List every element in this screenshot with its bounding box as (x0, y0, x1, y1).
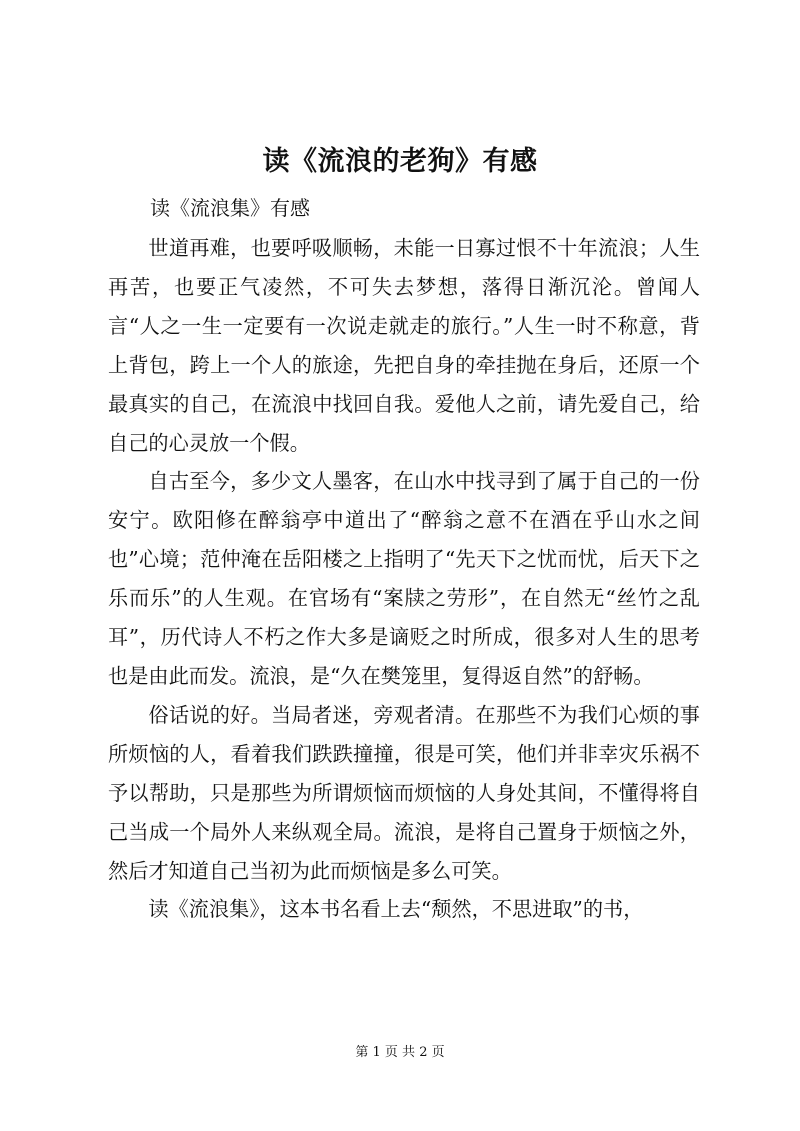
document-title: 读《流浪的老狗》有感 (262, 146, 538, 177)
paragraph-2: 自古至今，多少文人墨客，在山水中找寻到了属于自己的一份安宁。欧阳修在醉翁亭中道出了“醉翁之意不在酒在乎山水之间也”心境；范仲淹在岳阳楼之上指明了“先天下之忧而忧，后天下之乐而乐”的人生观。在官场有“案牍之劳形”，在自然无“丝竹之乱耳”，历代诗人不朽之作大多是谪贬之时所成，很多对人生的思考也是由此而发。流浪，是“久在樊笼里，复得返自然”的舒畅。 (108, 469, 700, 688)
paragraph-3: 俗话说的好。当局者迷，旁观者清。在那些不为我们心烦的事所烦恼的人，看着我们跌跌撞撞，很是可笑，他们并非幸灾乐祸不予以帮助，只是那些为所谓烦恼而烦恼的人身处其间，不懂得将自己当成一个局外人来纵观全局。流浪，是将自己置身于烦恼之外，然后才知道自己当初为此而烦恼是多么可笑。 (108, 702, 700, 883)
paragraph-4: 读《流浪集》，这本书名看上去“颓然，不思进取”的书， (148, 897, 644, 922)
document-body (108, 229, 700, 929)
page-footer: 第 1 页 共 2 页 (355, 1045, 445, 1060)
paragraph-1: 世道再难，也要呼吸顺畅，未能一日寡过恨不十年流浪；人生再苦，也要正气凌然，不可失去梦想，落得日渐沉沦。曾闻人言“人之一生一定要有一次说走就走的旅行。”人生一时不称意，背上背包，跨上一个人的旅途，先把自身的牵挂抛在身后，还原一个最真实的自己，在流浪中找回自我。爱他人之前，请先爱自己，给自己的心灵放一个假。 (108, 236, 700, 455)
document-subtitle: 读《流浪集》有感 (150, 196, 310, 220)
